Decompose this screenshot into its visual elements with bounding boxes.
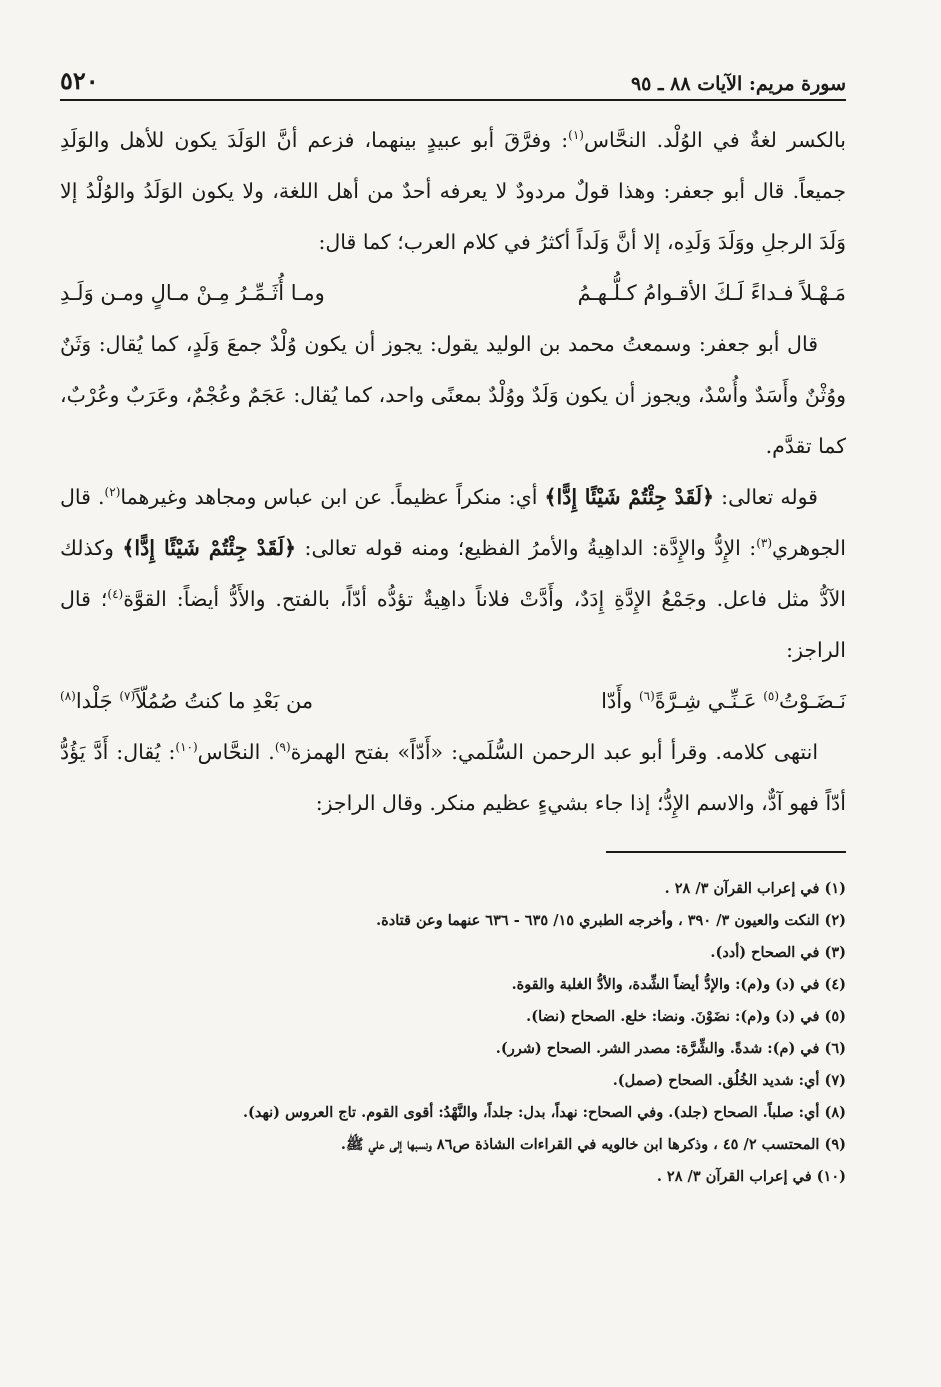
verse-first-hemistich [601, 676, 846, 727]
text-run: وأَدّا [601, 689, 633, 713]
footnote-8: (٨) أي: صلباً. الصحاح (جلد). وفي الصحاح: نهداً، بدل: جلداً، والنَّهْدُ: أقوى القوم. تاج العروس (نهد). [242, 1104, 846, 1121]
quran-quote: ﴿لَقَدْ جِئْتُمْ شَيْئًا إِدًّا﴾ [122, 536, 297, 560]
paragraph-3 [60, 472, 846, 676]
running-title: سورة مريم: الآيات ٨٨ ـ ٩٥ [630, 73, 846, 95]
text-run: . النحَّاس [197, 740, 275, 764]
footnote-ref: (٦) [638, 689, 655, 703]
text-run: قوله تعالى: [721, 485, 818, 509]
book-page [60, 55, 846, 1355]
footnote-7: (٧) أي: شديد الخُلُق. الصحاح (صمل). [612, 1072, 846, 1089]
footnote-ref: (٤) [107, 587, 124, 602]
footnote-separator [606, 851, 846, 853]
text-run: عَـنِّـي شِـرَّةً [654, 689, 757, 713]
footnote-3: (٣) في الصحاح (أدد). [710, 944, 846, 961]
paragraph-1 [60, 115, 846, 268]
footnote-ref: (٧) [119, 689, 136, 703]
footnote-ref: (٨) [60, 689, 76, 703]
text-run: بالكسر لغةٌ في الوُلْد. النحَّاس [583, 128, 846, 152]
main-text [60, 115, 846, 829]
footnote-5: (٥) في (د) و(م): نضَوْنَ. ونضا: خلع. الصحاح (نضا). [526, 1008, 846, 1025]
footnote-ref: (٩) [274, 740, 291, 755]
footnote-9: (٩) المحتسب ٢/ ٤٥ ، وذكرها ابن خالويه في القراءات الشاذة ص٨٦ ونسبها إلى علي ﷺ. [340, 1136, 846, 1153]
text-run: : يُقال: أَدَّ يَؤُدُّ أدّاً فهو آدٌّ، والاسم الإِدُّ؛ إذا جاء بشيءٍ عظيم منكر. وقال الراجز: [60, 740, 846, 815]
poem-verse-1 [60, 268, 846, 319]
verse-first-hemistich: مَـهْـلاً فـداءً لَـكَ الأقـوامُ كـلُّـهـمُ [577, 281, 846, 305]
text-run: : الإِدُّ والإِدَّة: الداهِيةُ والأمرُ الفظيع؛ ومنه قوله تعالى: [304, 536, 757, 560]
text-run: وكذلك الآدُّ مثل فاعل. وجَمْعُ الإِدَّةِ إِدَدٌ، وأَدَّتْ فلاناً داهِيةٌ تؤدُّه أدّاً، بالفتح. والأَدُّ أيضاً: القوَّة [60, 536, 846, 611]
text-run: انتهى كلامه. وقرأ أبو عبد الرحمن السُّلَمي: «أَدّاً» بفتح الهمزة [290, 740, 819, 764]
page-header [60, 55, 846, 101]
text-run: . قال الجوهري [60, 485, 846, 560]
footnote-ref: (٢) [104, 485, 121, 500]
verse-second-hemistich [60, 676, 313, 727]
paragraph-4 [60, 727, 846, 829]
quran-quote: ﴿لَقَدْ جِئْتُمْ شَيْئًا إِدًّا﴾ [544, 485, 715, 509]
footnote-ref: (١٠) [175, 740, 198, 755]
footnote-2: (٢) النكت والعيون ٣/ ٣٩٠ ، وأخرجه الطبري ١٥/ ٦٣٥ - ٦٣٦ عنهما وعن قتادة. [376, 912, 846, 929]
footnote-ref: (٣) [756, 536, 773, 551]
paragraph-2: قال أبو جعفر: وسمعتُ محمد بن الوليد يقول: يجوز أن يكون وُلْدٌ جمعَ وَلَدٍ، كما يُقال: وَثَنٌ ووُثْنٌ وأَسَدٌ وأُسْدٌ، ويجوز أن يكون وَلَدٌ ووُلْدٌ بمعنًى واحد، كما يُقال: عَجَمٌ وعُجْمٌ، وعَرَبٌ وعُرْبٌ، كما تقدَّم. [60, 332, 846, 458]
page-number: ٥٢٠ [60, 66, 99, 95]
poem-verse-2 [60, 676, 846, 727]
text-run: من بَعْدِ ما كنتُ صُمُلّاً [135, 689, 314, 713]
footnote-ref: (١) [568, 128, 584, 143]
footnote-1: (١) في إعراب القرآن ٣/ ٢٨ . [664, 880, 846, 897]
text-run: أي: منكراً عظيماً. عن ابن عباس ومجاهد وغيرهما [120, 485, 538, 509]
text-run: ؛ قال الراجز: [60, 587, 846, 662]
footnote-6: (٦) في (م): شدةً. والشِّرَّة: مصدر الشر. الصحاح (شرر). [495, 1040, 846, 1057]
verse-second-hemistich: ومـا أُثَـمِّـرُ مِـنْ مـالٍ ومـن وَلَـدِ [60, 281, 325, 305]
text-run: جَلْدا [75, 689, 113, 713]
footnote-ref: (٥) [763, 689, 780, 703]
footnote-4: (٤) في (د) و(م): والإدُّ أيضاً الشِّدة، والأدُّ الغلبة والقوة. [511, 976, 846, 993]
text-run: : وفرَّقَ أبو عبيدٍ بينهما، فزعم أنَّ الوَلَدَ يكون للأهل والوَلَدِ جميعاً. قال أبو جعفر: وهذا قولٌ مردودٌ لا يعرفه أحدٌ من أهل اللغة، ولا يكون الوَلَدُ والوُلْدُ إلا وَلَدَ الرجلِ ووَلَدَ وَلَدِه، إلا أنَّ وَلَداً أكثرُ في كلام العرب؛ كما قال: [60, 128, 846, 254]
text-run: نَـضَـوْتُ [779, 689, 846, 713]
footnotes [60, 873, 846, 1193]
footnote-10: (١٠) في إعراب القرآن ٣/ ٢٨ . [656, 1168, 846, 1185]
